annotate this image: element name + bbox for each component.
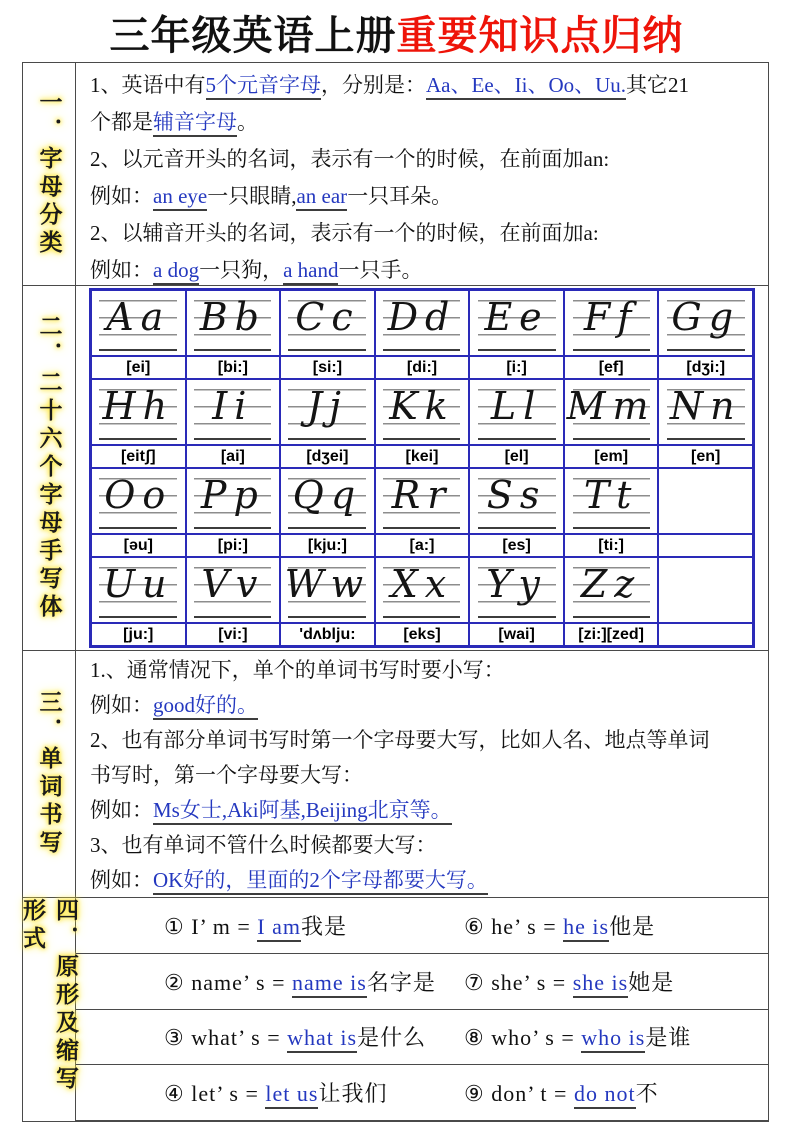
- text-line: [90, 688, 768, 723]
- letter-cell: [375, 557, 470, 623]
- text-run: 2、以辅音开头的名词，表示有一个的时候，在前面加a:: [90, 221, 599, 245]
- phonetic-cell: [es]: [469, 534, 564, 557]
- contraction-row: [76, 1010, 768, 1066]
- text-line: [90, 104, 768, 141]
- contraction-item: [76, 910, 464, 941]
- letter-cell: [186, 468, 281, 534]
- letter-cell: [375, 379, 470, 445]
- handwritten-letters: Kk: [389, 384, 455, 428]
- letter-cell: [280, 468, 375, 534]
- section-word-writing: [23, 651, 768, 898]
- underlined-term: 辅音字母: [153, 110, 237, 137]
- phonetic-cell: [eitʃ]: [91, 445, 186, 468]
- underlined-term: name is: [292, 970, 367, 998]
- letter-cell: [564, 379, 659, 445]
- text-run: 一只狗，: [199, 258, 284, 282]
- handwritten-letters: Vv: [201, 562, 265, 606]
- letter-cell: [564, 290, 659, 356]
- underlined-term: Ms女士,Aki阿基,Beijing北京等。: [153, 798, 452, 825]
- handwritten-letters: Gg: [671, 295, 741, 339]
- text-run: 她是: [628, 969, 675, 995]
- row-header-3-label: 三．单词书写: [36, 690, 62, 858]
- contraction-list: [76, 898, 768, 1121]
- text-run: 是谁: [645, 1025, 692, 1051]
- text-line: [90, 141, 768, 178]
- text-line: [90, 863, 768, 897]
- alphabet-grid: [89, 288, 755, 648]
- letter-cell: [564, 468, 659, 534]
- section-4-content: [76, 898, 768, 1121]
- empty-cell: [658, 468, 753, 534]
- phonetic-cell: 'dʌblju:: [280, 623, 375, 646]
- underlined-term: he is: [563, 914, 609, 942]
- text-run: 一只眼睛,: [207, 184, 297, 208]
- handwritten-letters: Jj: [306, 384, 348, 428]
- underlined-term: a dog: [153, 258, 199, 285]
- page-title-black: 三年级英语上册: [109, 14, 397, 58]
- letter-cell: [469, 379, 564, 445]
- letter-cell: [564, 557, 659, 623]
- phonetic-cell: [əu]: [91, 534, 186, 557]
- letter-cell: [280, 379, 375, 445]
- underlined-term: let us: [265, 1081, 318, 1109]
- contraction-row: [76, 898, 768, 954]
- letter-cell: [91, 290, 186, 356]
- underlined-term: who is: [581, 1025, 645, 1053]
- text-run: ⑧ who’ s =: [464, 1025, 582, 1051]
- text-run: 一只手。: [338, 258, 423, 282]
- phonetic-cell: [dʒei]: [280, 445, 375, 468]
- text-run: ，分别是：: [321, 73, 426, 97]
- section-3-content: [76, 651, 768, 897]
- underlined-term: do not: [574, 1081, 636, 1109]
- text-run: 我是: [300, 913, 347, 939]
- handwritten-letters: Uu: [103, 562, 174, 606]
- text-line: [90, 67, 768, 104]
- handwritten-letters: Bb: [199, 295, 266, 339]
- handwritten-letters: Yy: [486, 562, 547, 606]
- letter-cell: [658, 379, 753, 445]
- phonetic-cell: [en]: [658, 445, 753, 468]
- handwritten-letters: Pp: [200, 473, 265, 517]
- row-header-3: [23, 651, 76, 897]
- handwritten-letters: Ss: [486, 473, 547, 517]
- row-header-2-label: 二．二十六个字母手写体: [36, 314, 62, 622]
- handwritten-letters: Mm: [566, 384, 656, 428]
- letter-cell: [186, 290, 281, 356]
- page-title: [0, 4, 793, 61]
- row-header-4-label: 四．原形及缩写形式: [20, 898, 78, 1094]
- phonetic-cell: [ai]: [186, 445, 281, 468]
- phonetic-cell: [wai]: [469, 623, 564, 646]
- phonetic-cell: [dʒi:]: [658, 356, 753, 379]
- section-contractions: [20, 898, 768, 1121]
- handwritten-letters: Ll: [490, 384, 543, 428]
- handwritten-letters: Hh: [102, 384, 175, 428]
- letter-cell: [469, 290, 564, 356]
- handwritten-letters: Qq: [292, 473, 363, 517]
- row-header-1-label: 一．字母分类: [36, 90, 62, 258]
- phonetic-cell: [em]: [564, 445, 659, 468]
- text-run: 书写时，第一个字母要大写：: [90, 763, 363, 787]
- underlined-term: an eye: [153, 184, 207, 211]
- letter-cell: [375, 290, 470, 356]
- text-run: ⑥ he’ s =: [464, 913, 564, 939]
- text-run: ② name’ s =: [164, 969, 293, 995]
- underlined-term: a hand: [283, 258, 338, 285]
- text-run: 一只耳朵。: [347, 184, 453, 208]
- handwritten-letters: Nn: [669, 384, 742, 428]
- text-run: ① I’ m =: [164, 913, 258, 939]
- phonetic-cell: [kju:]: [280, 534, 375, 557]
- text-line: [90, 215, 768, 252]
- letter-cell: [91, 379, 186, 445]
- text-line: [90, 653, 768, 688]
- text-run: ③ what’ s =: [164, 1025, 288, 1051]
- text-line: [90, 723, 768, 758]
- letter-cell: [658, 290, 753, 356]
- text-run: 。: [237, 110, 258, 134]
- letter-cell: [186, 557, 281, 623]
- contraction-row: [76, 1065, 768, 1121]
- phonetic-cell: [i:]: [469, 356, 564, 379]
- handwritten-letters: Cc: [295, 295, 360, 339]
- letter-cell: [91, 557, 186, 623]
- letter-cell: [469, 557, 564, 623]
- underlined-term: she is: [573, 970, 629, 998]
- text-run: 2、以元音开头的名词，表示有一个的时候，在前面加an:: [90, 147, 610, 171]
- phonetic-cell: [ef]: [564, 356, 659, 379]
- handwritten-letters: Ii: [212, 384, 254, 428]
- phonetic-cell: [di:]: [375, 356, 470, 379]
- handwritten-letters: Aa: [106, 295, 171, 339]
- text-line: [90, 178, 768, 215]
- phonetic-cell: [pi:]: [186, 534, 281, 557]
- phonetic-cell: [eks]: [375, 623, 470, 646]
- letter-cell: [91, 468, 186, 534]
- phonetic-cell: [zi:][zed]: [564, 623, 659, 646]
- handwritten-letters: Oo: [104, 473, 173, 517]
- text-line: [90, 793, 768, 828]
- phonetic-cell: [bi:]: [186, 356, 281, 379]
- phonetic-cell: [si:]: [280, 356, 375, 379]
- underlined-term: what is: [287, 1025, 357, 1053]
- underlined-term: OK好的，里面的2个字母都要大写。: [153, 868, 488, 895]
- text-run: 不: [635, 1081, 659, 1107]
- handwritten-letters: Ff: [583, 295, 639, 339]
- contraction-row: [76, 954, 768, 1010]
- text-line: [90, 828, 768, 863]
- underlined-term: good好的。: [153, 693, 258, 720]
- text-run: 例如：: [90, 868, 153, 892]
- row-header-2: [23, 286, 76, 650]
- text-line: [90, 252, 768, 285]
- text-run: 是什么: [357, 1025, 427, 1051]
- underlined-term: 5个元音字母: [206, 73, 322, 100]
- underlined-term: Aa、Ee、Ii、Oo、Uu.: [426, 73, 626, 100]
- contraction-item: [464, 1021, 768, 1052]
- text-run: 2、也有部分单词书写时第一个字母要大写，比如人名、地点等单词: [90, 728, 710, 752]
- handwritten-letters: Xx: [390, 562, 454, 606]
- section-2-content: [76, 286, 768, 650]
- phonetic-cell: [ei]: [91, 356, 186, 379]
- phonetic-cell: [kei]: [375, 445, 470, 468]
- text-run: 3、也有单词不管什么时候都要大写：: [90, 833, 437, 857]
- section-letter-classification: [23, 63, 768, 286]
- text-run: 例如：: [90, 693, 153, 717]
- underlined-term: an ear: [296, 184, 347, 211]
- section-handwritten-alphabet: [23, 286, 768, 651]
- empty-cell: [658, 557, 753, 623]
- text-line: [90, 758, 768, 793]
- letter-cell: [375, 468, 470, 534]
- phonetic-cell: [el]: [469, 445, 564, 468]
- letter-cell: [280, 557, 375, 623]
- handwritten-letters: Ww: [284, 562, 371, 606]
- phonetic-cell: [ju:]: [91, 623, 186, 646]
- text-run: 他是: [609, 913, 656, 939]
- row-header-1: [23, 63, 76, 285]
- letter-cell: [280, 290, 375, 356]
- text-run: 个都是: [90, 110, 153, 134]
- contraction-item: [76, 966, 464, 997]
- phonetic-cell: [ti:]: [564, 534, 659, 557]
- underlined-term: I am: [257, 914, 301, 942]
- handwritten-letters: Ee: [484, 295, 549, 339]
- text-run: 例如：: [90, 258, 153, 282]
- handwritten-letters: Dd: [387, 295, 457, 339]
- text-run: 1.、通常情况下，单个的单词书写时要小写：: [90, 658, 505, 682]
- empty-cell: [658, 623, 753, 646]
- contraction-item: [464, 910, 768, 941]
- handwritten-letters: Zz: [580, 562, 642, 606]
- text-run: 其它21: [626, 73, 690, 97]
- letter-cell: [469, 468, 564, 534]
- text-run: 例如：: [90, 798, 153, 822]
- knowledge-table: [22, 62, 769, 1122]
- contraction-item: [76, 1021, 464, 1052]
- text-run: 让我们: [318, 1081, 388, 1107]
- text-run: 例如：: [90, 184, 153, 208]
- contraction-item: [464, 966, 768, 997]
- letter-cell: [186, 379, 281, 445]
- row-header-4: [20, 898, 78, 1121]
- text-run: 1、英语中有: [90, 73, 206, 97]
- contraction-item: [464, 1077, 768, 1108]
- text-run: 名字是: [366, 969, 436, 995]
- text-run: ④ let’ s =: [164, 1081, 266, 1107]
- phonetic-cell: [vi:]: [186, 623, 281, 646]
- handwritten-letters: Rr: [391, 473, 453, 517]
- text-run: ⑦ she’ s =: [464, 969, 573, 995]
- phonetic-cell: [a:]: [375, 534, 470, 557]
- page-title-red: 重要知识点归纳: [396, 14, 684, 58]
- text-run: ⑨ don’ t =: [464, 1081, 574, 1107]
- handwritten-letters: Tt: [583, 473, 639, 517]
- empty-cell: [658, 534, 753, 557]
- section-1-content: [76, 63, 768, 285]
- contraction-item: [76, 1077, 464, 1108]
